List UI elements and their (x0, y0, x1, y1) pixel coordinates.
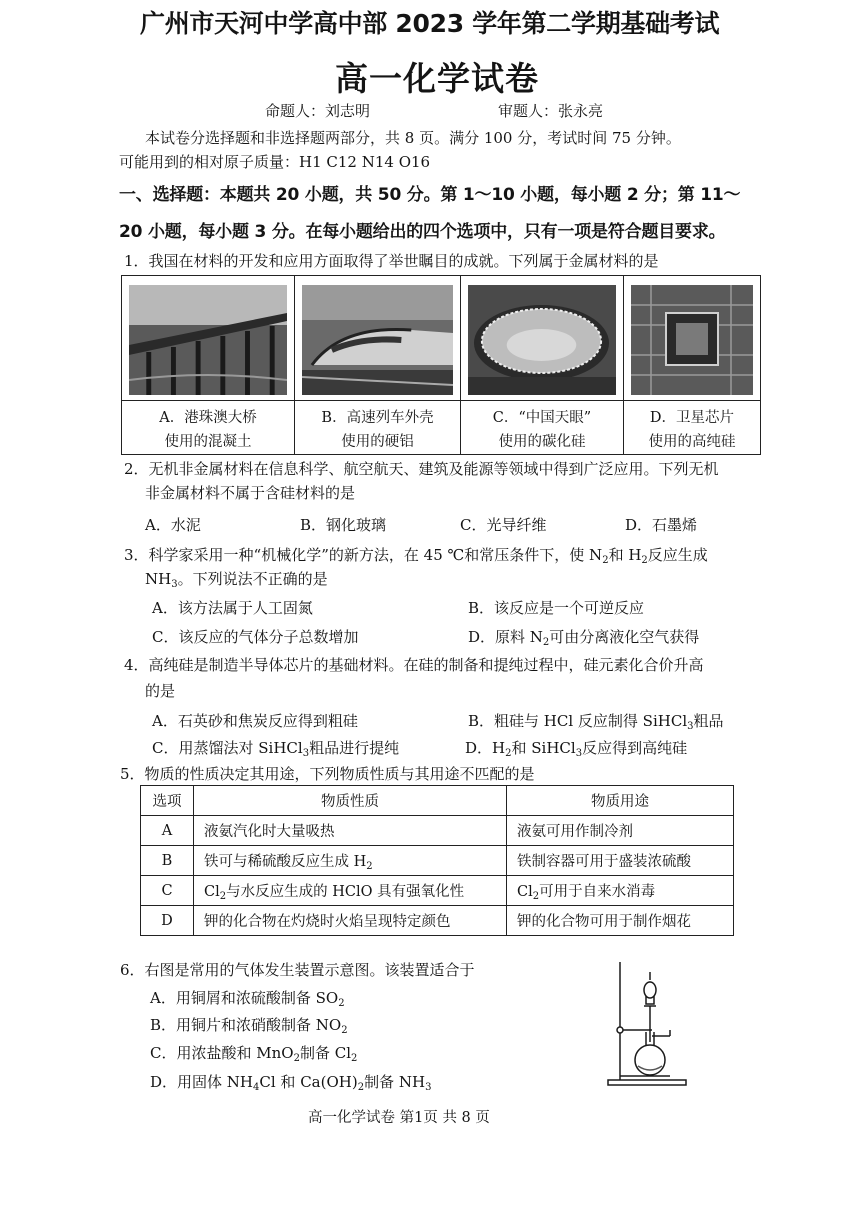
q1-photo-table (121, 275, 761, 455)
table-cell-use: 液氨可用作制冷剂 (507, 816, 734, 846)
q1-stem: 1．我国在材料的开发和应用方面取得了举世瞩目的成就。下列属于金属材料的是 (124, 252, 659, 270)
table-row (141, 876, 734, 906)
school-title: 广州市天河中学高中部 2023 学年第二学期基础考试 (140, 9, 720, 38)
intro-line-1: 本试卷分选择题和非选择题两部分，共 8 页。满分 100 分，考试时间 75 分钟。 (145, 129, 681, 147)
q1-a-caption-2: 使用的混凝土 (164, 434, 252, 450)
q2-stem-line-2: 非金属材料不属于含硅材料的是 (145, 484, 356, 502)
q3-option-d: D．原料 $N_2$可由分离液化空气获得 (468, 628, 700, 648)
table-cell-use: 铁制容器可用于盛装浓硫酸 (507, 846, 734, 876)
q1-c-caption-1: C．“中国天眼” (492, 410, 592, 426)
q4-option-d: D．$H_2$和 SiHCl$_3$反应得到高纯硅 (465, 739, 688, 759)
q3-stem-line-1: 3．科学家采用一种“机械化学”的新方法，在 45 ℃和常压条件下，使 $N_2$和 $H_2$反应生成 (124, 546, 708, 566)
q5-table (140, 785, 734, 936)
section1-line-1: 一、选择题：本题共 20 小题，共 50 分。第 1～10 小题，每小题 2 分；第 11～ (119, 185, 741, 205)
table-cell-property: 液氨汽化时大量吸热 (194, 816, 507, 846)
q3-option-c: C．该反应的气体分子总数增加 (152, 628, 359, 646)
q2-option-c: C．光导纤维 (460, 516, 547, 534)
paper-title: 高一化学试卷 (335, 59, 539, 98)
table-row (141, 816, 734, 846)
q1-d-caption-2: 使用的高纯硅 (648, 434, 736, 450)
author-label: 命题人：刘志明 (265, 102, 371, 120)
q2-option-b: B．钢化玻璃 (300, 516, 387, 534)
q4-stem-line-2: 的是 (145, 682, 176, 700)
table-cell-use: $Cl_2$可用于自来水消毒 (507, 876, 734, 906)
q6-stem: 6．右图是常用的气体发生装置示意图。该装置适合于 (120, 961, 475, 979)
table-cell-property: $Cl_2$与水反应生成的 HClO 具有强氧化性 (194, 876, 507, 906)
q1-option-d (624, 276, 760, 454)
table-header-row (141, 786, 734, 816)
train-photo (302, 285, 453, 395)
chip-photo (631, 285, 753, 395)
q4-option-c: C．用蒸馏法对 SiHCl$_3$粗品进行提纯 (152, 739, 400, 759)
q1-option-a (122, 276, 295, 454)
table-cell-option: D (141, 906, 194, 936)
table-header-property: 物质性质 (194, 786, 507, 816)
table-row (141, 846, 734, 876)
telescope-photo (468, 285, 616, 395)
page-footer: 高一化学试卷 第1页 共 8 页 (308, 1110, 490, 1126)
q2-option-a: A．水泥 (145, 516, 201, 534)
q6-option-a: A．用铜屑和浓硫酸制备 $SO_2$ (150, 989, 345, 1009)
table-cell-property: 钾的化合物在灼烧时火焰呈现特定颜色 (194, 906, 507, 936)
table-header-use: 物质用途 (507, 786, 734, 816)
table-cell-use: 钾的化合物可用于制作烟花 (507, 906, 734, 936)
q1-b-caption-2: 使用的硬铝 (341, 434, 414, 450)
intro-line-2: 可能用到的相对原子质量：H1 C12 N14 O16 (119, 153, 431, 171)
table-row (141, 906, 734, 936)
q1-option-b (295, 276, 461, 454)
q4-stem-line-1: 4．高纯硅是制造半导体芯片的基础材料。在硅的制备和提纯过程中，硅元素化合价升高 (124, 656, 704, 674)
gas-generator-apparatus (598, 958, 693, 1088)
q4-option-a: A．石英砂和焦炭反应得到粗硅 (152, 712, 358, 730)
table-header-option: 选项 (141, 786, 194, 816)
q5-stem: 5．物质的性质决定其用途，下列物质性质与其用途不匹配的是 (120, 765, 535, 783)
q1-c-caption-2: 使用的碳化硅 (498, 434, 586, 450)
q1-option-c (461, 276, 624, 454)
q1-a-caption-1: A．港珠澳大桥 (159, 410, 257, 426)
q2-option-d: D．石墨烯 (625, 516, 698, 534)
q2-stem-line-1: 2．无机非金属材料在信息科学、航空航天、建筑及能源等领域中得到广泛应用。下列无机 (124, 460, 719, 478)
q6-option-d: D．用固体 $NH_4Cl$ 和 $Ca(OH)_2$制备 $NH_3$ (150, 1073, 432, 1093)
q1-b-caption-1: B．高速列车外壳 (321, 410, 434, 426)
q1-d-caption-1: D．卫星芯片 (649, 410, 735, 426)
table-cell-property: 铁可与稀硫酸反应生成 $H_2$ (194, 846, 507, 876)
q3-option-b: B．该反应是一个可逆反应 (468, 599, 645, 617)
q6-option-b: B．用铜片和浓硝酸制备 $NO_2$ (150, 1016, 348, 1036)
q3-option-a: A．该方法属于人工固氮 (152, 599, 313, 617)
q4-option-b: B．粗硅与 HCl 反应制得 SiHCl$_3$粗品 (468, 712, 724, 732)
table-cell-option: C (141, 876, 194, 906)
q3-stem-line-2: $NH_3$。下列说法不正确的是 (145, 570, 328, 590)
q6-option-c: C．用浓盐酸和 MnO$_2$制备 $Cl_2$ (150, 1044, 358, 1064)
table-cell-option: A (141, 816, 194, 846)
reviewer-label: 审题人：张永亮 (498, 102, 604, 120)
bridge-photo (129, 285, 287, 395)
section1-line-2: 20 小题，每小题 3 分。在每小题给出的四个选项中，只有一项是符合题目要求。 (119, 222, 726, 242)
table-cell-option: B (141, 846, 194, 876)
